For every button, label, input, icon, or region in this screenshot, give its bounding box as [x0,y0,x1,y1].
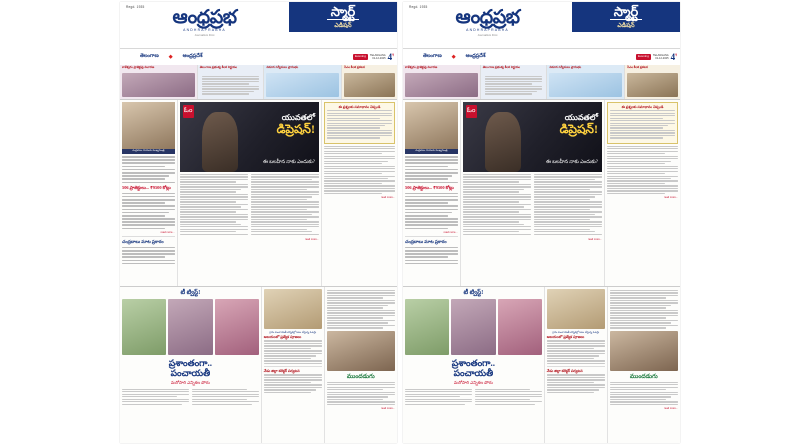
green-headline: ముందడుగు [629,373,658,380]
om-badge-icon: ఓం [466,105,477,118]
queue-photo [451,299,495,355]
nav-item-telangana[interactable]: తెలంగాణ [140,54,159,59]
photo-row [405,299,542,355]
left-headline: 506 ప్రాజెక్టులు... ₹9500 కోట్లు [405,185,454,191]
teaser-card[interactable] [547,65,625,99]
leader-photo [627,73,678,97]
leader-portrait [405,102,458,154]
evening-badge: Evening [638,54,649,59]
portrait-caption: చంద్రబాబు నాయుడు ముఖ్యమంత్రి [122,149,175,154]
brand-tagline: Journalism First [477,33,498,37]
highlight-box-title: ఈ ప్రశ్నలకు సమాధానం చెప్పండి [621,105,664,109]
date-label: 01-12-2025 [372,57,386,60]
divider [547,366,605,367]
nav-item-andhrapradesh[interactable]: ఆంధ్రప్రదేశ్ [182,54,203,59]
bottom-subtitle: మరోసారి ఎన్నికల పోరు [170,379,210,385]
smart-label: స్మార్ట్ [327,5,359,20]
main-article-grid [120,100,397,287]
bottom-headline: ప్రశాంతంగా.. పంచాయతీ [168,358,212,379]
city-label: TELANGANA [369,53,386,57]
registration-label: Regd. 1935 [409,5,428,9]
green-headline: ముందడుగు [346,373,375,380]
divider [405,236,458,237]
side-headline: నేడు జిల్లా కలెక్టర్ పర్యటన [546,369,583,374]
airplane-photo [549,73,622,97]
crowd-photo [405,73,478,97]
hero-subtitle: ఈ బలహీన నాకు ఎందుకు? [545,160,598,165]
center-column [461,100,605,286]
brand-title-english: ANDHRAPRABHA [183,28,226,32]
village-photo [122,299,166,355]
edition-label: ఎడిషన్ [334,23,352,29]
left-column [120,100,178,286]
top-teaser-strip [403,65,680,100]
read-more-link[interactable]: read more... [664,407,678,411]
person-photo [610,331,678,371]
portrait-caption: చంద్రబాబు నాయుడు ముఖ్యమంత్రి [405,149,458,154]
city-label: TELANGANA [652,53,669,57]
brand-title-english: ANDHRAPRABHA [466,28,509,32]
teaser-card[interactable] [198,65,265,99]
leader-portrait [122,102,175,154]
side-headline: నేడు జిల్లా కలెక్టర్ పర్యటన [263,369,300,374]
read-more-link[interactable]: read more... [160,231,175,235]
photo-caption: గ్రామ పంచాయతీ ఎన్నికల్లో ఓటు వేస్తున్న ఓటర్లు [552,331,600,334]
left-subheadline: చంద్రబాబు మాట ప్రకారం [122,239,164,245]
smart-edition-block [289,2,397,32]
teaser-title: కాళేశ్వరం ప్రాజెక్టుపై విచారణ [122,65,155,69]
hero-headline: యువతలో డిప్రెషన్! [276,113,315,136]
text-block [483,73,545,97]
highlight-box [324,102,395,144]
teaser-card[interactable] [120,65,198,99]
bottom-third-column [608,287,680,443]
brand-title-telugu: ఆంధ్రప్రభ [172,7,237,28]
left-subheadline: చంద్రబాబు మాట ప్రకారం [405,239,447,245]
price-label: 4₹ [387,52,394,62]
brand-tagline: Journalism First [194,33,215,37]
bullet-icon: ◆ [451,55,456,60]
price-label: 4₹ [670,52,677,62]
crowd-photo [122,73,195,97]
teaser-title: తెలంగాణ ప్రభుత్వ కీలక నిర్ణయం [482,65,521,69]
highlight-box-title: ఈ ప్రశ్నలకు సమాధానం చెప్పండి [338,105,381,109]
teaser-card[interactable] [264,65,342,99]
bottom-second-column [545,287,608,443]
voter-photo [498,299,542,355]
date-label: 01-12-2025 [655,57,669,60]
divider [264,366,322,367]
hero-banner[interactable] [463,102,602,172]
teaser-title: విమాన సర్వీసులు ప్రారంభం [266,65,299,69]
teaser-title: కాళేశ్వరం ప్రాజెక్టుపై విచారణ [405,65,438,69]
divider [122,236,175,237]
teaser-card[interactable] [342,65,397,99]
brand-title-telugu: ఆంధ్రప్రభ [455,7,520,28]
text-block [200,73,262,97]
masthead-navbar [120,48,397,65]
teaser-title: తెలంగాణ ప్రభుత్వ కీలక నిర్ణయం [199,65,238,69]
bottom-main-story [120,287,262,443]
right-column [605,100,680,286]
main-article-grid [403,100,680,287]
teaser-title: విమాన సర్వీసులు ప్రారంభం [549,65,582,69]
right-column [322,100,397,286]
om-badge-icon: ఓం [183,105,194,118]
masthead-brand [120,2,289,37]
smart-edition-block [572,2,680,32]
registration-label: Regd. 1935 [126,5,145,9]
bottom-third-column [325,287,397,443]
bottom-section [403,287,680,443]
nav-item-andhrapradesh[interactable]: ఆంధ్రప్రదేశ్ [465,54,486,59]
queue-photo [168,299,212,355]
read-more-link[interactable]: read more... [664,196,678,200]
top-teaser-strip [120,65,397,100]
teaser-card[interactable] [403,65,481,99]
left-headline: 506 ప్రాజెక్టులు... ₹9500 కోట్లు [122,185,171,191]
read-more-link[interactable]: read more... [381,407,395,411]
teaser-card[interactable] [625,65,680,99]
read-more-link[interactable]: read more... [443,231,458,235]
temple-photo [264,289,322,329]
masthead [403,2,680,65]
section-kicker: టీ ట్విస్ట్! [463,290,484,296]
bottom-headline: ప్రశాంతంగా.. పంచాయతీ [451,358,495,379]
masthead-navbar [403,48,680,65]
bottom-section [120,287,397,443]
airplane-photo [266,73,339,97]
masthead-brand [403,2,572,37]
section-kicker: టీ ట్విస్ట్! [180,290,201,296]
newspaper-page[interactable] [403,2,680,443]
nav-item-telangana[interactable]: తెలంగాణ [423,54,442,59]
newspaper-page[interactable] [120,2,397,443]
teaser-card[interactable] [481,65,548,99]
evening-badge: Evening [355,54,366,59]
voter-photo [215,299,259,355]
teaser-title: సీఎం కీలక ప్రకటన [627,65,649,69]
bottom-main-story [403,287,545,443]
left-column [403,100,461,286]
bullet-icon: ◆ [168,55,173,60]
village-photo [405,299,449,355]
highlight-box [607,102,678,144]
bottom-second-column [262,287,325,443]
read-more-link[interactable]: read more... [305,238,319,242]
side-headline: ఆలయంలో ప్రత్యేక పూజలు [546,335,585,340]
edition-label: ఎడిషన్ [617,23,635,29]
read-more-link[interactable]: read more... [381,196,395,200]
center-column [178,100,322,286]
smart-label: స్మార్ట్ [610,5,642,20]
bottom-subtitle: మరోసారి ఎన్నికల పోరు [453,379,493,385]
hero-banner[interactable] [180,102,319,172]
masthead [120,2,397,65]
raised-fist-photo [202,112,238,172]
read-more-link[interactable]: read more... [588,238,602,242]
side-headline: ఆలయంలో ప్రత్యేక పూజలు [263,335,302,340]
raised-fist-photo [485,112,521,172]
hero-headline: యువతలో డిప్రెషన్! [559,113,598,136]
temple-photo [547,289,605,329]
person-photo [327,331,395,371]
teaser-title: సీఎం కీలక ప్రకటన [344,65,366,69]
photo-caption: గ్రామ పంచాయతీ ఎన్నికల్లో ఓటు వేస్తున్న ఓటర్లు [269,331,317,334]
newspaper-preview-pair [120,2,680,443]
hero-subtitle: ఈ బలహీన నాకు ఎందుకు? [262,160,315,165]
leader-photo [344,73,395,97]
photo-row [122,299,259,355]
